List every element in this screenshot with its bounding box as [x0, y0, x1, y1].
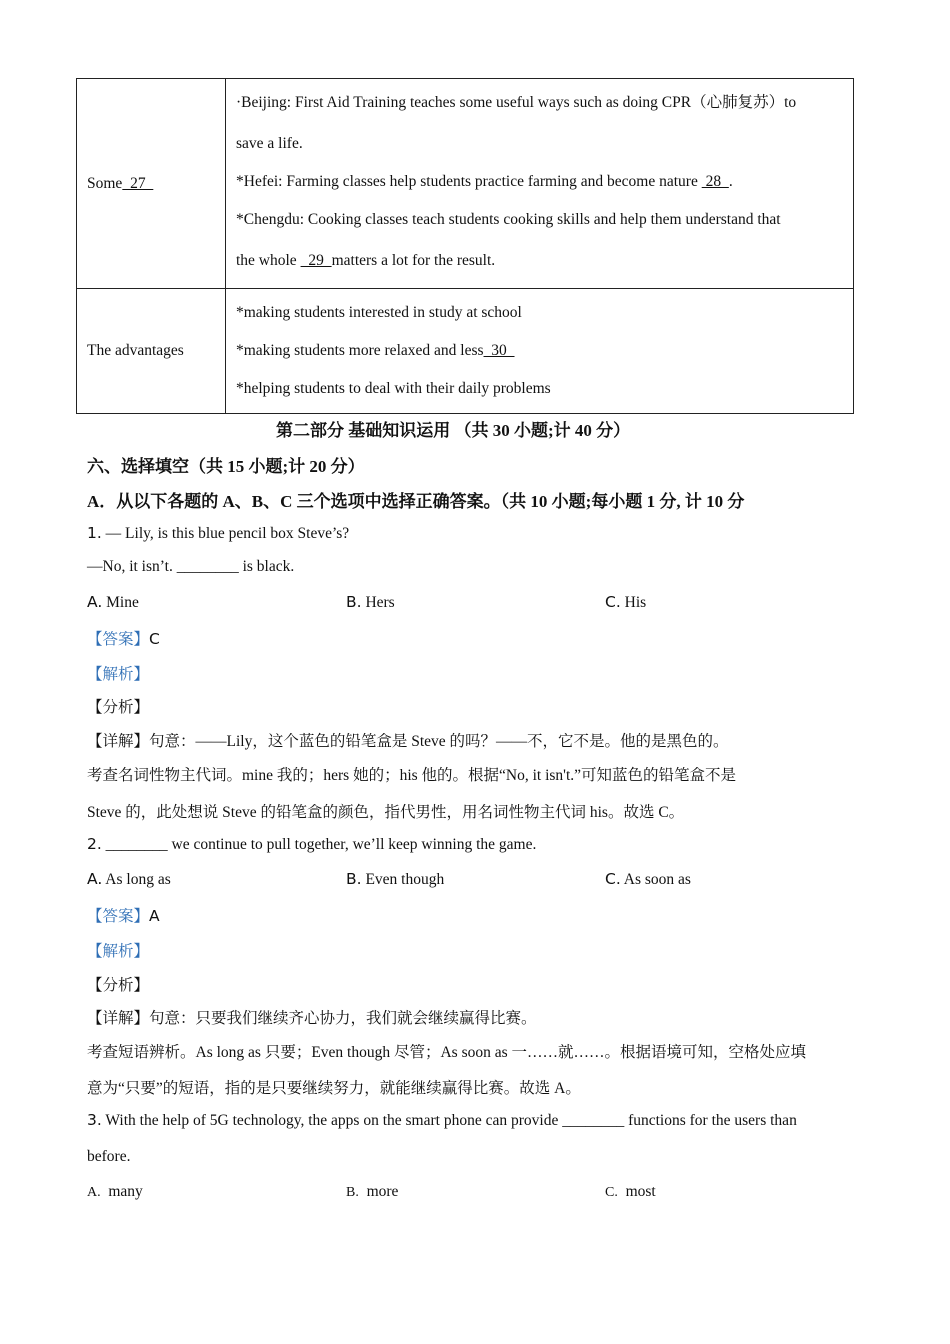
analysis-tag: 【解析】 [87, 666, 150, 683]
detail-line: 考查名词性物主代词。mine 我的；hers 她的；his 他的。根据“No, it isn't.”可知蓝色的铅笔盒不是 [87, 767, 737, 784]
option-b[interactable]: B. more [346, 1183, 399, 1200]
table-row [77, 79, 854, 289]
content-line: *helping students to deal with their daily problems [236, 380, 551, 397]
option-c[interactable]: C. His [605, 593, 647, 611]
question-1-stem-line2: —No, it isn’t. ________ is black. [87, 558, 295, 575]
blank-30: 30 [483, 342, 515, 359]
subsection-title: A．从以下各题的 A、B、C 三个选项中选择正确答案。（共 10 小题;每小题 1 分, 计 10 分 [87, 492, 745, 511]
answer-line: 【答案】C [87, 630, 160, 648]
detail-line: 【详解】句意：只要我们继续齐心协力，我们就会继续赢得比赛。 [87, 1010, 537, 1027]
table-row-label: Some 27 [77, 79, 226, 289]
analysis-tag: 【解析】 [87, 943, 150, 960]
fenxi-tag: 【分析】 [87, 699, 150, 716]
answer-line: 【答案】A [87, 907, 160, 925]
table-row-content [226, 79, 854, 289]
option-b[interactable]: B. Hers [346, 593, 395, 611]
table-row-label: The advantages [77, 289, 226, 414]
detail-line: Steve 的，此处想说 Steve 的铅笔盒的颜色，指代男性，用名词性物主代词 his。故选 C。 [87, 804, 685, 821]
question-3-stem-line2: before. [87, 1148, 131, 1165]
content-line: *Chengdu: Cooking classes teach students cooking skills and help them understand that [236, 210, 781, 228]
detail-line: 意为“只要”的短语，指的是只要继续努力，就能继续赢得比赛。故选 A。 [87, 1080, 581, 1097]
part-title: 第二部分 基础知识运用 （共 30 小题;计 40 分） [276, 421, 631, 440]
content-line: the whole 29 matters a lot for the result. [236, 251, 496, 269]
reading-table [76, 78, 854, 414]
table-row [77, 289, 854, 414]
option-a[interactable]: A. As long as [87, 870, 171, 888]
fenxi-tag: 【分析】 [87, 977, 150, 994]
content-line: ·Beijing: First Aid Training teaches some useful ways such as doing CPR（心肺复苏）to [236, 93, 797, 111]
content-line: *Hefei: Farming classes help students practice farming and become nature 28 . [236, 172, 733, 190]
section-title: 六、选择填空（共 15 小题;计 20 分） [87, 457, 365, 476]
content-line: *making students more relaxed and less 30 [236, 342, 515, 359]
content-line: save a life. [236, 134, 303, 152]
option-a[interactable]: A. Mine [87, 593, 139, 611]
table-row-content [226, 289, 854, 414]
option-a[interactable]: A. many [87, 1183, 143, 1200]
question-2-stem: 2. ________ we continue to pull together, we’ll keep winning the game. [87, 835, 537, 853]
detail-line: 【详解】句意：——Lily，这个蓝色的铅笔盒是 Steve 的吗？——不，它不是。他的是黑色的。 [87, 733, 729, 750]
content-line: *making students interested in study at school [236, 304, 522, 321]
question-1-stem: 1. — Lily, is this blue pencil box Steve’s? [87, 524, 350, 542]
question-3-stem: 3. With the help of 5G technology, the apps on the smart phone can provide ________ functions for the users than [87, 1111, 797, 1129]
option-c[interactable]: C. most [605, 1183, 656, 1200]
option-c[interactable]: C. As soon as [605, 870, 691, 888]
detail-line: 考查短语辨析。As long as 只要；Even though 尽管；As soon as 一……就……。根据语境可知，空格处应填 [87, 1044, 807, 1061]
option-b[interactable]: B. Even though [346, 870, 445, 888]
blank-27: 27 [122, 174, 154, 192]
blank-29: 29 [300, 251, 332, 269]
blank-28: 28 [701, 172, 729, 190]
